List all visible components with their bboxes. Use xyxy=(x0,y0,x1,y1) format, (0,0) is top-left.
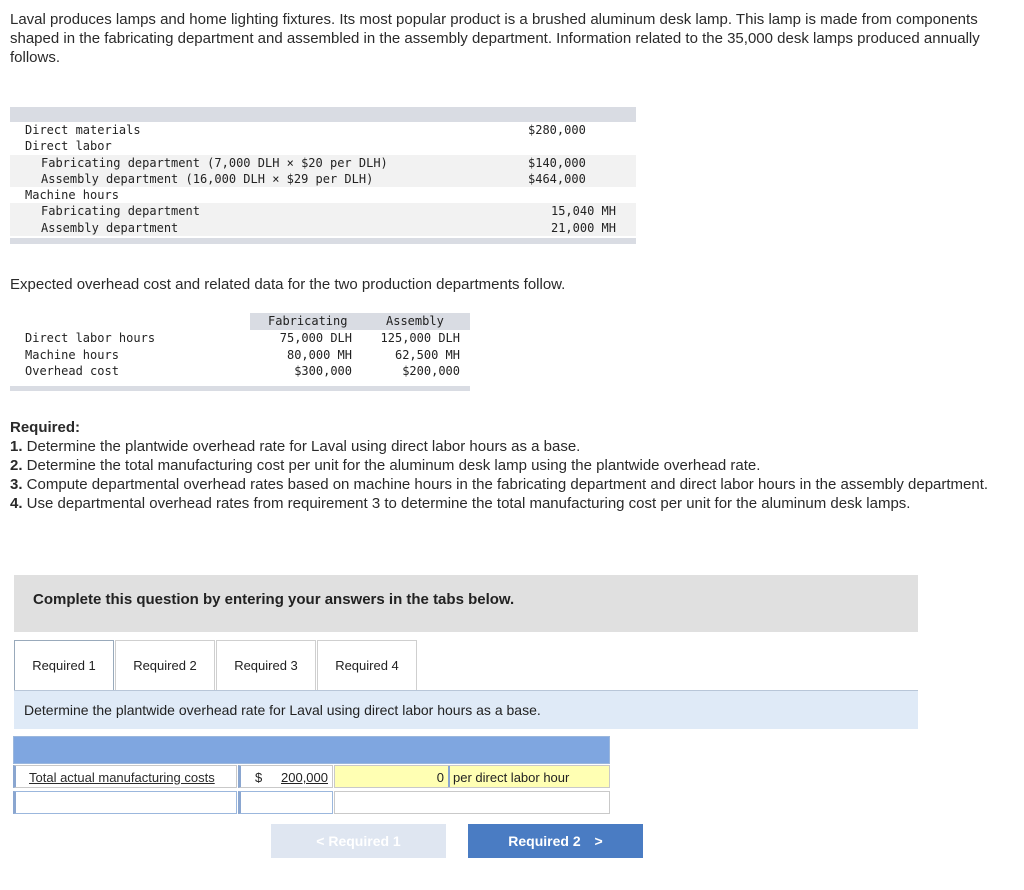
row-amount: $140,000 xyxy=(528,155,586,170)
row-label: Overhead cost xyxy=(25,364,119,378)
cost-data-table xyxy=(10,107,636,244)
overhead-rate-input[interactable]: 0 xyxy=(436,770,444,785)
tab-required-4[interactable]: Required 4 xyxy=(317,640,417,691)
row-label: Machine hours xyxy=(25,188,119,203)
rate-unit-label: per direct labor hour xyxy=(448,766,613,787)
complete-banner-text: Complete this question by entering your answers in the tabs below. xyxy=(33,591,515,608)
cost-amount-cell xyxy=(238,765,333,788)
previous-button-label: Required 1 xyxy=(328,833,401,849)
tab-required-3[interactable]: Required 3 xyxy=(216,640,316,691)
row-machine-hours: 21,000 MH xyxy=(550,220,616,235)
row-label: Direct labor hours xyxy=(25,331,156,345)
instruction-text: Determine the plantwide overhead rate for Laval using direct labor hours as a base. xyxy=(24,702,541,718)
previous-button[interactable] xyxy=(271,824,446,858)
tab-required-1[interactable]: Required 1 xyxy=(14,640,114,692)
empty-label-input[interactable] xyxy=(13,791,237,814)
required-item xyxy=(10,437,1000,456)
item-text: Determine the plantwide overhead rate for Laval using direct labor hours as a base. xyxy=(22,438,581,455)
required-heading: Required: xyxy=(10,419,81,436)
row-label: Direct labor xyxy=(25,139,112,154)
table-header-bar xyxy=(10,107,636,122)
required-item xyxy=(10,475,1000,494)
column-header-fabricating: Fabricating xyxy=(268,314,348,328)
item-number: 1. xyxy=(10,438,23,455)
chevron-right-icon: > xyxy=(594,833,603,849)
cost-amount: 200,000 xyxy=(281,770,328,785)
row-label: Assembly department (16,000 DLH × $29 per DLH) xyxy=(41,171,374,186)
answer-table xyxy=(13,736,610,816)
item-number: 3. xyxy=(10,476,23,493)
row-amount: $280,000 xyxy=(528,123,586,137)
item-number: 2. xyxy=(10,457,23,474)
table-row xyxy=(10,330,470,347)
answer-table-header xyxy=(13,736,610,764)
overhead-rate-cell xyxy=(334,765,610,788)
required-section xyxy=(10,418,1000,513)
answer-row xyxy=(13,791,610,816)
fabricating-value: 80,000 MH xyxy=(286,347,352,362)
empty-result-cell xyxy=(334,791,610,814)
row-label: Fabricating department xyxy=(41,204,200,219)
answer-row xyxy=(13,765,610,790)
chevron-left-icon: < xyxy=(316,833,325,849)
next-button-label: Required 2 xyxy=(508,833,581,849)
item-text: Determine the total manufacturing cost per unit for the aluminum desk lamp using the plantwide overhead rate. xyxy=(22,457,761,474)
required-item xyxy=(10,494,1000,513)
complete-banner xyxy=(14,575,918,632)
fabricating-value: 75,000 DLH xyxy=(279,331,352,345)
item-text: Compute departmental overhead rates based on machine hours in the fabricating department and direct labor hours in the assembly department. xyxy=(22,476,989,493)
table-row xyxy=(10,187,636,203)
empty-amount-input[interactable] xyxy=(238,791,333,814)
assembly-value: 125,000 DLH xyxy=(380,331,460,345)
item-text: Use departmental overhead rates from requirement 3 to determine the total manufacturing cost per unit for the aluminum desk lamps. xyxy=(22,495,911,512)
table-row xyxy=(10,203,636,219)
fabricating-value: $300,000 xyxy=(294,364,352,378)
tab-required-2[interactable]: Required 2 xyxy=(115,640,215,691)
next-button[interactable] xyxy=(468,824,643,858)
row-machine-hours: 15,040 MH xyxy=(550,204,616,219)
instruction-bar xyxy=(14,691,918,729)
column-header-assembly: Assembly xyxy=(386,314,444,328)
assembly-value: 62,500 MH xyxy=(394,347,460,362)
table-footer-bar xyxy=(10,386,470,391)
table-row xyxy=(10,347,470,364)
required-item xyxy=(10,456,1000,475)
item-number: 4. xyxy=(10,495,23,512)
row-amount: $464,000 xyxy=(528,171,586,186)
overhead-data-table xyxy=(10,313,470,391)
overhead-intro: Expected overhead cost and related data for the two production departments follow. xyxy=(10,276,566,293)
table-row xyxy=(10,363,470,380)
table-row xyxy=(10,122,636,138)
row-label: Direct materials xyxy=(25,123,141,137)
table-row xyxy=(10,171,636,187)
table-row xyxy=(10,138,636,154)
assembly-value: $200,000 xyxy=(402,364,460,378)
row-label: Assembly department xyxy=(41,220,179,235)
dollar-sign: $ xyxy=(255,770,263,785)
row-label: Fabricating department (7,000 DLH × $20 per DLH) xyxy=(41,155,388,170)
row-label: Machine hours xyxy=(25,347,119,362)
table-header xyxy=(10,313,470,330)
problem-intro: Laval produces lamps and home lighting fixtures. Its most popular product is a brushed aluminum desk lamp. This lamp is made from components shaped in the fabricating department and assembled in the assembly department. Information related to the 35,000 desk lamps produced annually follows. xyxy=(10,11,980,66)
table-row xyxy=(10,155,636,171)
table-row xyxy=(10,220,636,236)
table-footer-bar xyxy=(10,238,636,244)
cost-label: Total actual manufacturing costs xyxy=(13,765,237,788)
